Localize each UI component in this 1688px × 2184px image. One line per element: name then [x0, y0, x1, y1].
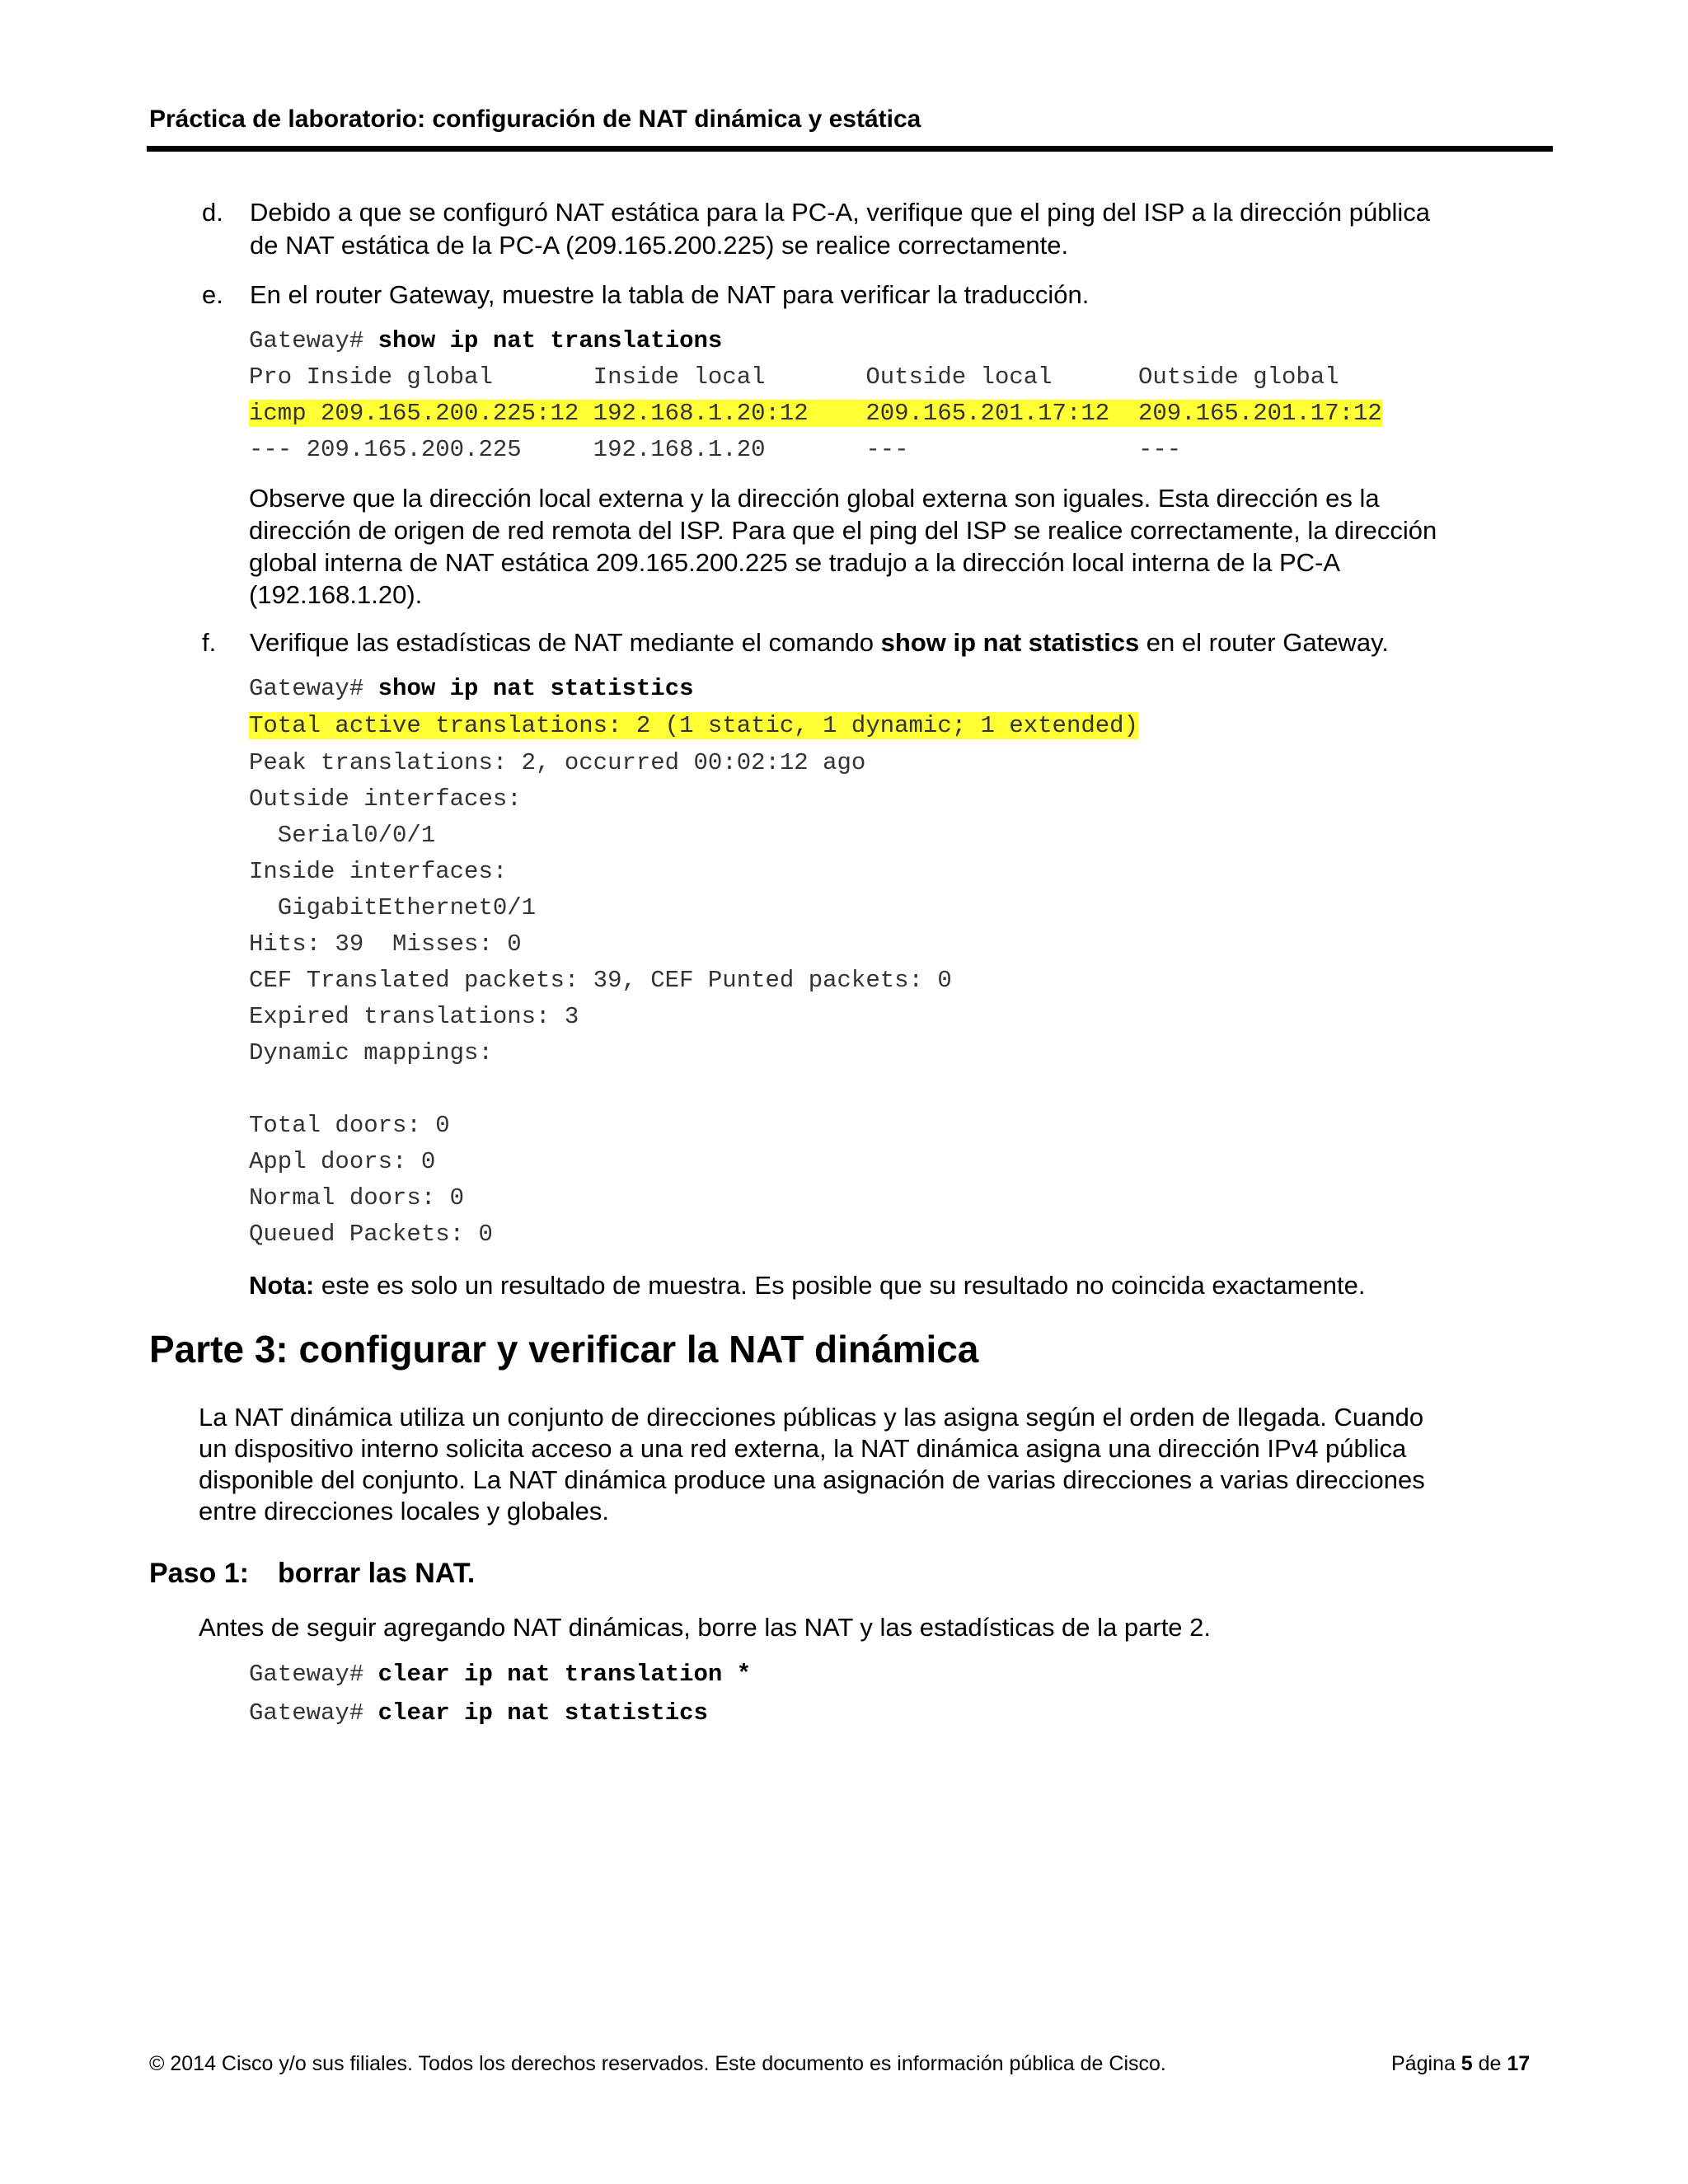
page-total: 17	[1507, 2052, 1531, 2075]
step-e-line: En el router Gateway, muestre la tabla de NAT para verificar la traducción.	[250, 280, 1090, 309]
step-f-label: f.	[202, 628, 217, 657]
stats-output	[249, 745, 952, 1253]
page-mid: de	[1472, 2052, 1507, 2075]
output-line: Peak translations: 2, occurred 00:02:12 ago	[249, 749, 866, 776]
inline-command: show ip nat statistics	[880, 628, 1140, 657]
command-line	[249, 325, 722, 358]
output-line: CEF Translated packets: 39, CEF Punted packets: 0	[249, 967, 952, 994]
nat-table-row	[249, 397, 1382, 430]
step-heading	[149, 1558, 475, 1590]
step-number: Paso 1:	[149, 1558, 249, 1589]
command: show ip nat statistics	[377, 675, 694, 702]
prompt: Gateway#	[249, 675, 378, 702]
page-prefix: Página	[1391, 2052, 1461, 2075]
header-rule	[147, 146, 1553, 152]
paragraph-line: un dispositivo interno solicita acceso a una red externa, la NAT dinámica asigna una dirección IPv4 pública	[199, 1434, 1407, 1463]
output-line: Dynamic mappings:	[249, 1039, 493, 1066]
footer-page-number	[1391, 2052, 1530, 2076]
prompt: Gateway#	[249, 1699, 378, 1727]
text: Verifique las estadísticas de NAT mediante el comando	[250, 628, 881, 657]
output-line: Hits: 39 Misses: 0	[249, 930, 522, 958]
paragraph-line: Antes de seguir agregando NAT dinámicas, borre las NAT y las estadísticas de la parte 2.	[199, 1613, 1212, 1642]
paragraph-line: (192.168.1.20).	[249, 580, 423, 609]
stats-line	[249, 710, 1138, 743]
step-e-label: e.	[202, 280, 223, 309]
prompt: Gateway#	[249, 327, 378, 354]
step-d-text	[250, 196, 1529, 262]
paragraph-line: Observe que la dirección local externa y la dirección global externa son iguales. Esta dirección es la	[249, 484, 1380, 513]
step-f-text	[250, 626, 1529, 659]
paragraph-line: La NAT dinámica utiliza un conjunto de direcciones públicas y las asigna según el orden de llegada. Cuando	[199, 1403, 1424, 1432]
command-line	[249, 1697, 708, 1730]
step-e-text	[250, 279, 1529, 312]
observation-paragraph	[249, 482, 1530, 611]
prompt: Gateway#	[249, 1661, 378, 1688]
note-text: este es solo un resultado de muestra. Es posible que su resultado no coincida exactamente.	[314, 1271, 1366, 1300]
command: clear ip nat translation *	[377, 1661, 752, 1688]
output-line: GigabitEthernet0/1	[249, 894, 537, 921]
nat-table-row: --- 209.165.200.225 192.168.1.20 --- ---	[249, 436, 1182, 463]
command: clear ip nat statistics	[377, 1699, 708, 1727]
step-f-line	[250, 626, 1529, 659]
nat-table-header: Pro Inside global Inside local Outside local Outside global	[249, 363, 1339, 391]
paragraph-line: disponible del conjunto. La NAT dinámica produce una asignación de varias direcciones a varias direcciones	[199, 1465, 1425, 1494]
step-d-line: Debido a que se configuró NAT estática para la PC-A, verifique que el ping del ISP a la dirección pública	[250, 198, 1431, 227]
section-heading: Parte 3: configurar y verificar la NAT dinámica	[149, 1328, 979, 1371]
output-line: Outside interfaces:	[249, 785, 522, 813]
output-line: Serial0/0/1	[249, 822, 436, 849]
output-line	[249, 1071, 952, 1108]
paso1-text	[199, 1612, 1531, 1643]
step-d-label: d.	[202, 198, 223, 227]
text: en el router Gateway.	[1139, 628, 1389, 657]
part3-intro	[199, 1402, 1531, 1527]
command: show ip nat translations	[377, 327, 723, 354]
note-paragraph	[249, 1269, 1530, 1301]
output-line: Appl doors: 0	[249, 1148, 436, 1175]
output-line: Inside interfaces:	[249, 858, 508, 885]
paragraph-line: dirección de origen de red remota del ISP. Para que el ping del ISP se realice correctamente, la dirección	[249, 516, 1437, 545]
output-line: Total doors: 0	[249, 1112, 450, 1139]
output-line: Normal doors: 0	[249, 1184, 465, 1212]
note-label: Nota:	[249, 1271, 315, 1300]
step-title: borrar las NAT.	[278, 1558, 476, 1589]
command-line	[249, 673, 694, 705]
page-num: 5	[1461, 2052, 1473, 2075]
page-header-title: Práctica de laboratorio: configuración de NAT dinámica y estática	[149, 105, 921, 133]
highlighted-line: Total active translations: 2 (1 static, 1 dynamic; 1 extended)	[249, 712, 1138, 739]
paragraph-line: entre direcciones locales y globales.	[199, 1497, 609, 1526]
output-line: Expired translations: 3	[249, 1003, 579, 1030]
highlighted-row: icmp 209.165.200.225:12 192.168.1.20:12 209.165.201.17:12 209.165.201.17:12	[249, 400, 1382, 427]
footer-copyright: © 2014 Cisco y/o sus filiales. Todos los derechos reservados. Este documento es información pública de Cisco.	[149, 2052, 1166, 2075]
step-d-line: de NAT estática de la PC-A (209.165.200.225) se realice correctamente.	[250, 231, 1069, 260]
output-line: Queued Packets: 0	[249, 1221, 493, 1248]
note-line	[249, 1269, 1530, 1301]
command-line	[249, 1658, 751, 1691]
paragraph-line: global interna de NAT estática 209.165.200.225 se tradujo a la dirección local interna de la PC-A	[249, 548, 1341, 577]
